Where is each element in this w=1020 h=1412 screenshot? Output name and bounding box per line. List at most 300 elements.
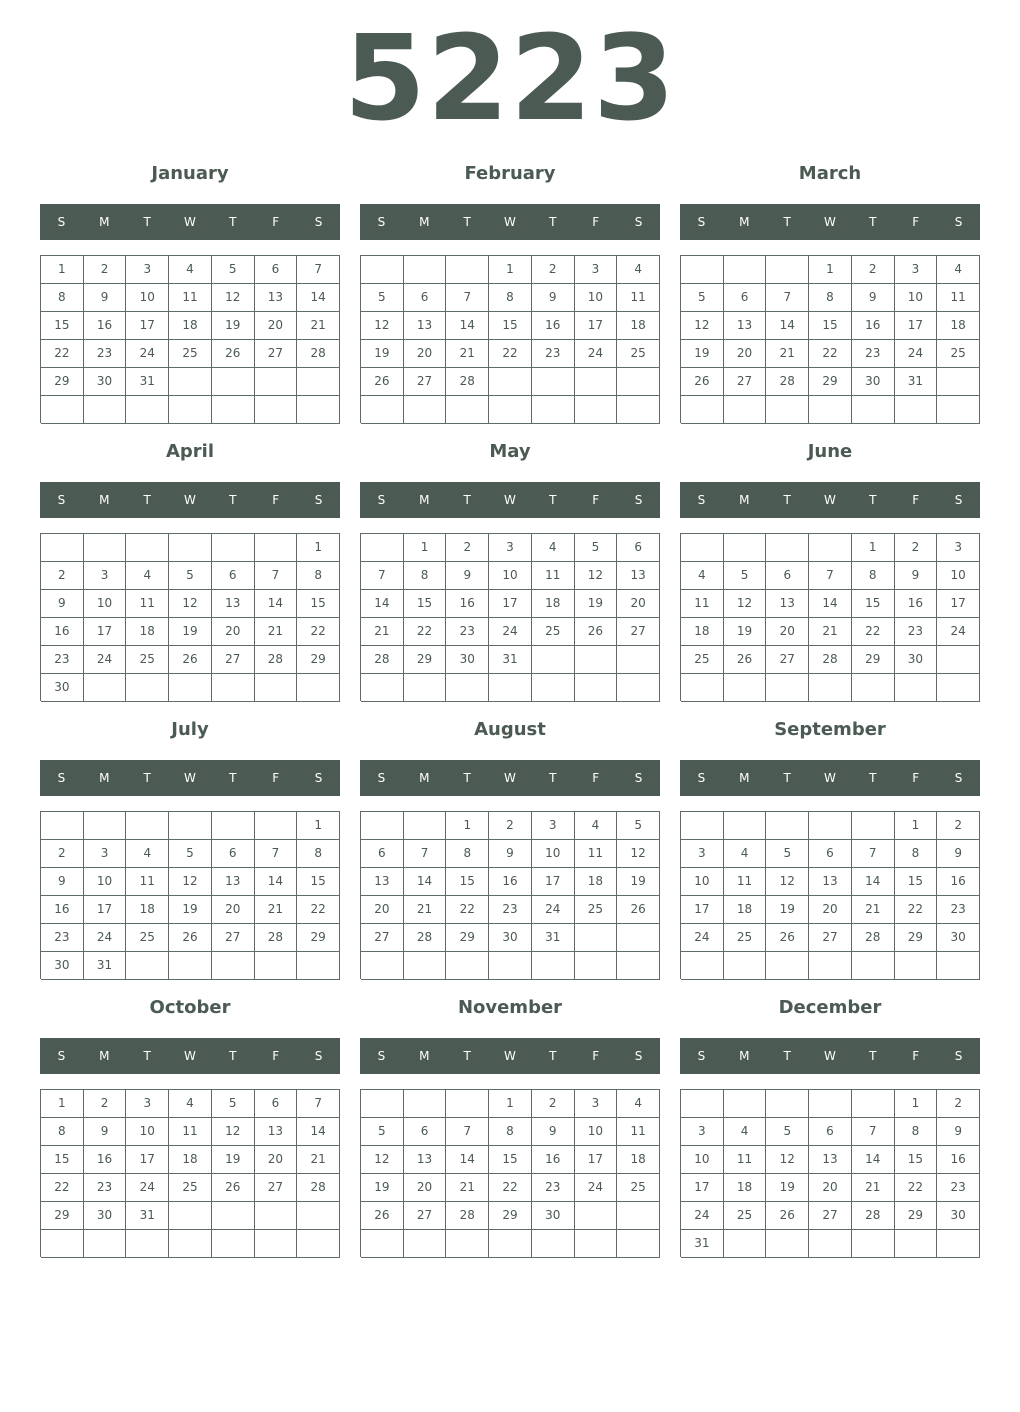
day-cell: 14 <box>852 1146 895 1174</box>
day-cell: 31 <box>895 368 938 396</box>
day-cell: 23 <box>532 340 575 368</box>
day-cell <box>766 1090 809 1118</box>
day-cell: 17 <box>532 868 575 896</box>
weekday-label: W <box>504 771 516 785</box>
day-cell: 28 <box>809 646 852 674</box>
weekday-label: S <box>697 1049 706 1063</box>
weekday-label: T <box>783 493 791 507</box>
weekday-label: S <box>314 215 323 229</box>
weekday-label: T <box>463 215 471 229</box>
day-cell: 27 <box>255 1174 298 1202</box>
day-cell: 3 <box>84 562 127 590</box>
day-cell: 26 <box>361 1202 404 1230</box>
day-cell: 5 <box>169 562 212 590</box>
day-cell: 13 <box>212 590 255 618</box>
day-cell: 4 <box>126 840 169 868</box>
day-cell: 1 <box>809 256 852 284</box>
day-cell: 4 <box>575 812 618 840</box>
day-cell: 5 <box>212 1090 255 1118</box>
day-cell: 17 <box>937 590 980 618</box>
day-cell: 17 <box>84 618 127 646</box>
day-cell: 2 <box>895 534 938 562</box>
day-cell: 19 <box>212 1146 255 1174</box>
day-cell: 5 <box>169 840 212 868</box>
weekday-label: T <box>143 1049 151 1063</box>
day-cell: 10 <box>126 1118 169 1146</box>
day-cell: 27 <box>255 340 298 368</box>
day-cell: 19 <box>681 340 724 368</box>
day-cell <box>852 1230 895 1258</box>
month-name: October <box>149 997 231 1018</box>
day-cell: 10 <box>895 284 938 312</box>
day-cell: 17 <box>681 896 724 924</box>
weekday-label: W <box>184 493 196 507</box>
day-cell <box>169 396 212 424</box>
day-cell <box>575 952 618 980</box>
day-cell <box>575 1230 618 1258</box>
day-cell: 25 <box>169 1174 212 1202</box>
day-cell: 12 <box>766 868 809 896</box>
day-cell: 26 <box>766 1202 809 1230</box>
day-cell: 15 <box>895 1146 938 1174</box>
day-cell: 25 <box>126 924 169 952</box>
day-cell: 14 <box>809 590 852 618</box>
day-cell: 6 <box>724 284 767 312</box>
day-cell <box>41 534 84 562</box>
day-cell: 1 <box>852 534 895 562</box>
day-cell: 28 <box>255 646 298 674</box>
day-cell: 27 <box>809 1202 852 1230</box>
day-cell: 5 <box>575 534 618 562</box>
day-cell: 21 <box>297 312 340 340</box>
day-cell: 1 <box>297 812 340 840</box>
day-cell: 22 <box>852 618 895 646</box>
day-cell: 7 <box>255 562 298 590</box>
day-cell: 25 <box>617 340 660 368</box>
day-cell <box>255 674 298 702</box>
day-cell <box>724 1230 767 1258</box>
day-cell: 29 <box>446 924 489 952</box>
weekday-label: W <box>824 771 836 785</box>
day-cell <box>532 368 575 396</box>
weekday-label: S <box>697 493 706 507</box>
day-cell: 18 <box>126 896 169 924</box>
day-cell: 3 <box>126 256 169 284</box>
day-cell: 7 <box>852 1118 895 1146</box>
day-cell: 25 <box>681 646 724 674</box>
day-cell: 18 <box>575 868 618 896</box>
day-cell: 3 <box>126 1090 169 1118</box>
day-cell <box>766 674 809 702</box>
day-cell <box>617 1230 660 1258</box>
weekday-label: M <box>99 493 110 507</box>
month-name: November <box>457 997 563 1018</box>
day-cell <box>766 812 809 840</box>
day-cell <box>212 396 255 424</box>
day-cell: 21 <box>809 618 852 646</box>
day-cell: 10 <box>84 590 127 618</box>
weekday-label: F <box>912 771 920 785</box>
day-cell: 25 <box>724 1202 767 1230</box>
day-cell <box>575 396 618 424</box>
day-cell: 23 <box>937 1174 980 1202</box>
day-cell: 14 <box>361 590 404 618</box>
day-grid <box>40 1089 340 1257</box>
day-cell <box>361 812 404 840</box>
day-cell: 8 <box>489 284 532 312</box>
day-cell: 18 <box>617 312 660 340</box>
day-cell: 5 <box>681 284 724 312</box>
day-cell: 7 <box>255 840 298 868</box>
month-october <box>40 993 340 1263</box>
day-cell: 28 <box>361 646 404 674</box>
day-cell: 28 <box>404 924 447 952</box>
day-cell: 11 <box>126 868 169 896</box>
day-cell: 14 <box>297 1118 340 1146</box>
day-cell <box>809 812 852 840</box>
day-cell: 27 <box>404 1202 447 1230</box>
day-cell: 28 <box>852 924 895 952</box>
day-cell: 2 <box>937 812 980 840</box>
day-cell: 7 <box>852 840 895 868</box>
day-cell: 27 <box>617 618 660 646</box>
day-cell: 22 <box>809 340 852 368</box>
weekday-label: F <box>912 1049 920 1063</box>
day-cell: 3 <box>575 256 618 284</box>
weekday-label: T <box>229 1049 237 1063</box>
weekday-header <box>680 204 980 240</box>
day-cell <box>446 1090 489 1118</box>
weekday-label: F <box>912 215 920 229</box>
month-name: May <box>489 441 531 462</box>
day-cell <box>84 812 127 840</box>
day-cell: 30 <box>852 368 895 396</box>
month-name: March <box>798 163 862 184</box>
day-cell <box>617 674 660 702</box>
weekday-header <box>40 1038 340 1074</box>
day-cell: 10 <box>489 562 532 590</box>
day-cell: 9 <box>532 1118 575 1146</box>
day-cell: 25 <box>532 618 575 646</box>
weekday-label: T <box>143 771 151 785</box>
day-cell: 13 <box>617 562 660 590</box>
day-cell: 31 <box>489 646 532 674</box>
day-cell: 23 <box>532 1174 575 1202</box>
weekday-label: T <box>549 1049 557 1063</box>
day-cell: 30 <box>41 674 84 702</box>
weekday-label: F <box>912 493 920 507</box>
day-cell <box>681 952 724 980</box>
day-cell: 16 <box>84 312 127 340</box>
day-cell <box>297 952 340 980</box>
day-cell: 20 <box>212 618 255 646</box>
year-title: 5223 <box>343 9 677 147</box>
day-cell: 9 <box>84 1118 127 1146</box>
day-cell <box>489 396 532 424</box>
day-cell: 1 <box>404 534 447 562</box>
weekday-label: S <box>314 771 323 785</box>
day-cell: 25 <box>575 896 618 924</box>
day-grid <box>40 811 340 979</box>
weekday-label: M <box>419 215 430 229</box>
day-cell: 28 <box>297 1174 340 1202</box>
day-cell <box>575 646 618 674</box>
day-cell: 7 <box>809 562 852 590</box>
day-cell: 21 <box>852 1174 895 1202</box>
day-cell <box>169 534 212 562</box>
day-cell: 30 <box>41 952 84 980</box>
day-cell: 29 <box>41 368 84 396</box>
day-cell <box>169 368 212 396</box>
day-cell: 11 <box>724 1146 767 1174</box>
day-cell: 25 <box>937 340 980 368</box>
day-cell: 12 <box>169 590 212 618</box>
day-cell: 17 <box>126 312 169 340</box>
day-cell: 5 <box>361 284 404 312</box>
month-march <box>680 159 980 429</box>
day-cell: 7 <box>446 1118 489 1146</box>
day-cell: 26 <box>681 368 724 396</box>
day-cell: 13 <box>809 868 852 896</box>
day-cell: 11 <box>532 562 575 590</box>
weekday-label: T <box>783 215 791 229</box>
weekday-label: T <box>143 215 151 229</box>
weekday-label: W <box>504 1049 516 1063</box>
day-cell: 27 <box>809 924 852 952</box>
day-cell <box>297 368 340 396</box>
day-cell: 11 <box>617 1118 660 1146</box>
weekday-label: T <box>549 215 557 229</box>
day-cell: 22 <box>404 618 447 646</box>
day-cell: 12 <box>681 312 724 340</box>
month-name: September <box>774 719 886 740</box>
day-cell: 15 <box>809 312 852 340</box>
day-cell: 14 <box>404 868 447 896</box>
day-cell <box>809 1230 852 1258</box>
day-cell: 31 <box>126 1202 169 1230</box>
day-cell: 18 <box>681 618 724 646</box>
day-cell: 8 <box>41 1118 84 1146</box>
day-cell: 23 <box>489 896 532 924</box>
day-cell: 1 <box>41 1090 84 1118</box>
day-cell: 31 <box>126 368 169 396</box>
day-cell: 30 <box>895 646 938 674</box>
day-cell: 4 <box>724 840 767 868</box>
day-cell: 3 <box>575 1090 618 1118</box>
day-cell: 18 <box>532 590 575 618</box>
day-cell: 2 <box>41 840 84 868</box>
day-cell: 13 <box>255 1118 298 1146</box>
weekday-label: T <box>549 493 557 507</box>
day-cell <box>212 1202 255 1230</box>
day-cell <box>446 396 489 424</box>
month-april <box>40 437 340 707</box>
day-cell: 16 <box>937 1146 980 1174</box>
day-cell: 2 <box>489 812 532 840</box>
day-cell: 22 <box>895 1174 938 1202</box>
day-cell: 1 <box>41 256 84 284</box>
day-cell <box>126 1230 169 1258</box>
day-cell: 22 <box>489 340 532 368</box>
day-cell: 22 <box>297 896 340 924</box>
day-cell: 6 <box>255 1090 298 1118</box>
weekday-header <box>680 482 980 518</box>
weekday-label: T <box>783 771 791 785</box>
day-cell: 27 <box>404 368 447 396</box>
weekday-label: F <box>272 1049 280 1063</box>
day-cell <box>937 646 980 674</box>
day-cell: 3 <box>532 812 575 840</box>
day-cell <box>532 646 575 674</box>
day-cell <box>724 674 767 702</box>
day-cell <box>681 674 724 702</box>
day-cell <box>724 534 767 562</box>
day-cell: 22 <box>489 1174 532 1202</box>
month-name: December <box>778 997 882 1018</box>
day-cell <box>404 674 447 702</box>
day-cell <box>169 952 212 980</box>
day-cell <box>575 1202 618 1230</box>
month-july <box>40 715 340 985</box>
day-cell: 10 <box>681 868 724 896</box>
day-cell: 4 <box>681 562 724 590</box>
day-cell: 15 <box>297 590 340 618</box>
day-cell: 9 <box>41 590 84 618</box>
day-cell <box>681 256 724 284</box>
weekday-label: S <box>314 1049 323 1063</box>
day-cell: 6 <box>809 1118 852 1146</box>
day-cell: 9 <box>937 840 980 868</box>
weekday-label: S <box>954 771 963 785</box>
day-cell <box>575 368 618 396</box>
weekday-header <box>40 482 340 518</box>
day-cell <box>617 952 660 980</box>
day-cell <box>766 534 809 562</box>
weekday-label: F <box>592 771 600 785</box>
day-cell: 22 <box>41 1174 84 1202</box>
day-cell: 13 <box>212 868 255 896</box>
weekday-label: W <box>824 215 836 229</box>
day-cell: 4 <box>532 534 575 562</box>
day-cell <box>255 534 298 562</box>
day-cell: 25 <box>126 646 169 674</box>
day-cell <box>809 534 852 562</box>
day-cell: 5 <box>766 840 809 868</box>
day-cell: 19 <box>617 868 660 896</box>
day-cell: 6 <box>766 562 809 590</box>
day-cell: 7 <box>446 284 489 312</box>
day-cell: 24 <box>895 340 938 368</box>
weekday-label: S <box>57 1049 66 1063</box>
day-cell: 10 <box>681 1146 724 1174</box>
weekday-header <box>40 204 340 240</box>
day-cell: 30 <box>937 924 980 952</box>
day-grid <box>680 1089 980 1257</box>
day-cell <box>895 1230 938 1258</box>
weekday-label: F <box>272 493 280 507</box>
day-cell <box>937 1230 980 1258</box>
day-cell: 28 <box>852 1202 895 1230</box>
day-cell: 13 <box>766 590 809 618</box>
day-cell: 23 <box>41 924 84 952</box>
day-cell: 12 <box>212 284 255 312</box>
day-cell: 5 <box>361 1118 404 1146</box>
weekday-label: S <box>634 771 643 785</box>
month-name: July <box>171 719 209 740</box>
day-cell: 13 <box>404 1146 447 1174</box>
day-cell: 11 <box>617 284 660 312</box>
day-cell <box>766 952 809 980</box>
weekday-label: T <box>869 493 877 507</box>
day-grid <box>680 255 980 423</box>
day-cell <box>937 368 980 396</box>
day-cell: 2 <box>532 1090 575 1118</box>
weekday-label: W <box>184 771 196 785</box>
day-cell: 3 <box>681 1118 724 1146</box>
day-cell <box>84 534 127 562</box>
day-cell <box>169 1202 212 1230</box>
weekday-label: S <box>954 1049 963 1063</box>
day-cell: 19 <box>361 1174 404 1202</box>
day-cell: 2 <box>84 256 127 284</box>
weekday-label: T <box>463 493 471 507</box>
day-cell: 18 <box>724 1174 767 1202</box>
day-cell: 28 <box>766 368 809 396</box>
day-cell: 25 <box>169 340 212 368</box>
day-cell: 20 <box>255 312 298 340</box>
day-cell: 29 <box>297 924 340 952</box>
day-cell: 26 <box>617 896 660 924</box>
day-cell: 2 <box>852 256 895 284</box>
day-cell: 11 <box>169 1118 212 1146</box>
weekday-label: M <box>99 215 110 229</box>
weekday-label: W <box>824 493 836 507</box>
day-cell: 24 <box>681 924 724 952</box>
day-cell: 20 <box>212 896 255 924</box>
day-cell: 1 <box>895 812 938 840</box>
day-cell: 17 <box>575 1146 618 1174</box>
day-cell <box>255 368 298 396</box>
day-cell <box>617 396 660 424</box>
day-cell <box>361 952 404 980</box>
day-cell <box>361 534 404 562</box>
day-cell: 13 <box>404 312 447 340</box>
day-cell: 10 <box>937 562 980 590</box>
day-cell <box>489 1230 532 1258</box>
weekday-label: M <box>419 771 430 785</box>
day-cell: 6 <box>212 562 255 590</box>
day-cell: 16 <box>446 590 489 618</box>
day-cell: 6 <box>361 840 404 868</box>
day-cell: 23 <box>895 618 938 646</box>
weekday-label: S <box>57 493 66 507</box>
day-cell <box>84 1230 127 1258</box>
day-cell: 2 <box>937 1090 980 1118</box>
day-cell: 26 <box>212 340 255 368</box>
day-cell: 20 <box>724 340 767 368</box>
day-cell: 26 <box>724 646 767 674</box>
day-cell: 7 <box>361 562 404 590</box>
weekday-label: M <box>739 215 750 229</box>
day-cell: 19 <box>575 590 618 618</box>
weekday-label: M <box>739 1049 750 1063</box>
day-cell <box>532 674 575 702</box>
day-cell: 27 <box>724 368 767 396</box>
day-cell: 7 <box>766 284 809 312</box>
day-cell <box>895 952 938 980</box>
day-cell <box>617 924 660 952</box>
day-cell <box>724 1090 767 1118</box>
